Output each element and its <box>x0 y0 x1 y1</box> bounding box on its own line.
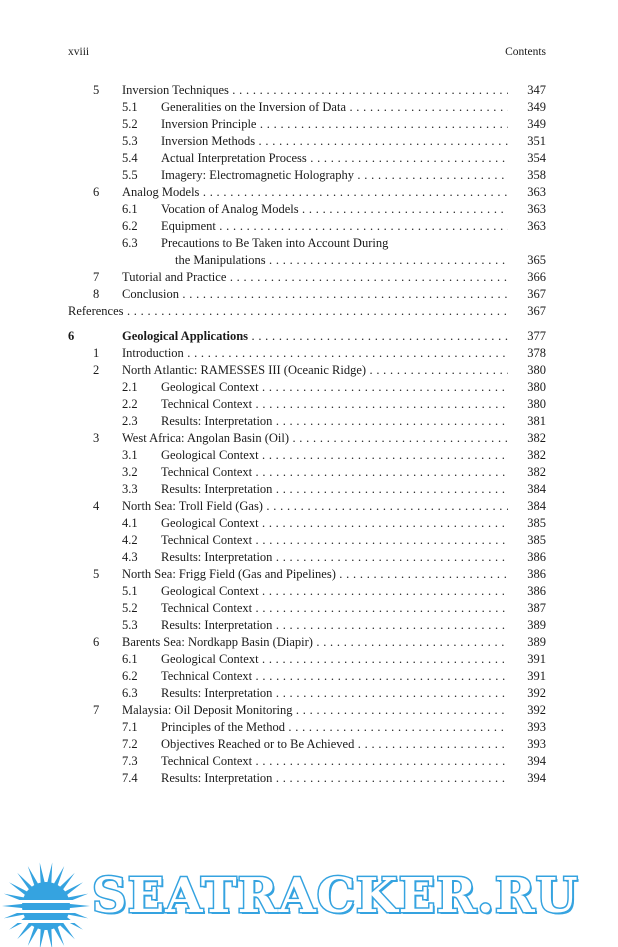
toc-entry <box>68 252 546 269</box>
toc-entry-page: 392 <box>527 703 546 717</box>
toc-entry-title <box>161 133 508 150</box>
toc-entry-title-text: Technical Context <box>161 601 253 615</box>
toc-entry-title-text: Results: Interpretation <box>161 618 273 632</box>
toc-entry <box>68 235 546 252</box>
toc-entry-number: 1 <box>93 346 100 360</box>
toc-entry-number: 5.1 <box>122 100 138 114</box>
toc-entry-page: 394 <box>527 771 546 785</box>
toc-entry <box>68 566 546 583</box>
toc-entry-title-text: Inversion Methods <box>161 134 256 148</box>
toc-entry-number: 2.2 <box>122 397 138 411</box>
toc-entry-number: 4 <box>93 499 100 513</box>
toc-entry <box>68 218 546 235</box>
toc-entry-title-text: the Manipulations <box>175 253 266 267</box>
toc-entry <box>68 634 546 651</box>
toc-entry-page: 365 <box>527 253 546 267</box>
toc-entry-page: 386 <box>527 584 546 598</box>
toc-entry-number: 7 <box>93 703 100 717</box>
toc-entry <box>68 736 546 753</box>
toc-entry <box>68 82 546 99</box>
toc-entry <box>68 702 546 719</box>
toc-entry <box>68 651 546 668</box>
running-title: Contents <box>505 46 546 58</box>
toc-entry-title <box>161 651 508 668</box>
watermark-text: SEATRACKER.RU <box>92 868 579 924</box>
toc-entry-title-text: Imagery: Electromagnetic Holography <box>161 168 354 182</box>
toc-entry-number: 6.2 <box>122 219 138 233</box>
toc-entry <box>68 498 546 515</box>
toc-entry-number: 8 <box>93 287 100 301</box>
toc-entry <box>68 583 546 600</box>
toc-entry-title <box>122 430 508 447</box>
toc-entry-title <box>161 201 508 218</box>
toc-entry <box>68 481 546 498</box>
toc-entry-title-text: Barents Sea: Nordkapp Basin (Diapir) <box>122 635 313 649</box>
toc-entry-title-text: Geological Context <box>161 380 259 394</box>
toc-entry <box>68 345 546 362</box>
toc-entry-title <box>161 150 508 167</box>
toc-entry-title <box>161 396 508 413</box>
toc-entry-page: 367 <box>527 304 546 318</box>
toc-entry-title-text: North Atlantic: RAMESSES III (Oceanic Ridge) <box>122 363 367 377</box>
toc-entry <box>68 770 546 787</box>
toc-entry-title-text: Technical Context <box>161 465 253 479</box>
toc-entry-title-text: Results: Interpretation <box>161 482 273 496</box>
toc-entry <box>68 328 546 345</box>
toc-entry-title-text: Tutorial and Practice <box>122 270 227 284</box>
toc-entry-page: 380 <box>527 380 546 394</box>
toc-entry-title <box>161 379 508 396</box>
toc-entry-page: 347 <box>527 83 546 97</box>
toc-entry-page: 384 <box>527 499 546 513</box>
toc-entry-number: 6.3 <box>122 236 138 250</box>
toc-entry-title <box>122 269 508 286</box>
toc-entry-page: 349 <box>527 100 546 114</box>
toc-entry-page: 391 <box>527 669 546 683</box>
toc-entry <box>68 617 546 634</box>
toc-entry-page: 387 <box>527 601 546 615</box>
toc-entry-title-text: Results: Interpretation <box>161 550 273 564</box>
toc-entry-number: 7.2 <box>122 737 138 751</box>
toc-entry-title <box>175 252 508 269</box>
toc-entry <box>68 600 546 617</box>
toc-entry-page: 389 <box>527 618 546 632</box>
toc-entry-number: 2.3 <box>122 414 138 428</box>
toc-entry <box>68 685 546 702</box>
toc-entry-number: 6 <box>68 329 75 343</box>
toc-entry-page: 384 <box>527 482 546 496</box>
toc-entry-title <box>161 600 508 617</box>
running-header <box>68 46 546 62</box>
toc-entry-title-text: Introduction <box>122 346 184 360</box>
toc-entry <box>68 396 546 413</box>
toc-entry <box>68 167 546 184</box>
toc-entry-title-text: Malaysia: Oil Deposit Monitoring <box>122 703 293 717</box>
toc-entry-title-text: Technical Context <box>161 397 253 411</box>
toc-entry-number: 6.3 <box>122 686 138 700</box>
toc-entry-title <box>122 184 508 201</box>
toc-entry-title <box>161 99 508 116</box>
toc-entry-number: 6 <box>93 635 100 649</box>
toc-entry-page: 366 <box>527 270 546 284</box>
toc-entry-page: 381 <box>527 414 546 428</box>
toc-entry-title-text: Principles of the Method <box>161 720 285 734</box>
toc-entry-page: 386 <box>527 550 546 564</box>
toc-entry-page: 349 <box>527 117 546 131</box>
toc-entry <box>68 150 546 167</box>
toc-entry-page: 380 <box>527 397 546 411</box>
toc-entry-number: 4.3 <box>122 550 138 564</box>
toc-entry <box>68 753 546 770</box>
toc-entry-title <box>122 566 508 583</box>
toc-entry <box>68 201 546 218</box>
toc-entry <box>68 430 546 447</box>
toc-entry-title-text: Inversion Techniques <box>122 83 229 97</box>
toc-entry-title-text: Actual Interpretation Process <box>161 151 307 165</box>
toc-entry-number: 5 <box>93 83 100 97</box>
toc-entry-title <box>122 702 508 719</box>
toc-entry-page: 393 <box>527 737 546 751</box>
toc-entry-number: 3 <box>93 431 100 445</box>
toc-entry <box>68 362 546 379</box>
toc-entry-title <box>68 303 508 320</box>
toc-entry <box>68 413 546 430</box>
toc-entry-page: 378 <box>527 346 546 360</box>
toc-entry <box>68 515 546 532</box>
toc-entry-number: 7.3 <box>122 754 138 768</box>
toc-entry-number: 7 <box>93 270 100 284</box>
toc-entry-title <box>122 498 508 515</box>
toc-entry-number: 5 <box>93 567 100 581</box>
toc-entry-title-text: Geological Context <box>161 584 259 598</box>
toc-entry-page: 382 <box>527 465 546 479</box>
toc-entry-title-text: Analog Models <box>122 185 200 199</box>
toc-entry-page: 358 <box>527 168 546 182</box>
toc-entry-title-text: Inversion Principle <box>161 117 257 131</box>
toc-entry-page: 377 <box>527 329 546 343</box>
toc-entry-number: 6 <box>93 185 100 199</box>
toc-entry-number: 3.3 <box>122 482 138 496</box>
toc-entry-title <box>161 719 508 736</box>
toc-entry-title <box>161 617 508 634</box>
toc-entry-title-text: Technical Context <box>161 754 253 768</box>
toc-entry-page: 380 <box>527 363 546 377</box>
toc-entry <box>68 303 546 320</box>
toc-entry-number: 5.3 <box>122 134 138 148</box>
toc-entry-page: 389 <box>527 635 546 649</box>
toc-entry-title <box>161 736 508 753</box>
toc-entry-page: 363 <box>527 202 546 216</box>
toc-entry <box>68 184 546 201</box>
toc-entry-number: 5.4 <box>122 151 138 165</box>
toc-entry-page: 367 <box>527 287 546 301</box>
toc-entry-page: 363 <box>527 185 546 199</box>
toc-entry-title-text: Technical Context <box>161 533 253 547</box>
toc-entry <box>68 447 546 464</box>
toc-entry-title <box>161 583 508 600</box>
toc-entry-title-text: Results: Interpretation <box>161 414 273 428</box>
toc-entry <box>68 133 546 150</box>
toc-entry-title <box>161 685 508 702</box>
toc-entry <box>68 286 546 303</box>
toc-entry-title-text: Geological Context <box>161 652 259 666</box>
toc-entry-number: 5.1 <box>122 584 138 598</box>
toc-entry <box>68 668 546 685</box>
toc-entry-page: 382 <box>527 448 546 462</box>
toc-entry-title <box>161 515 508 532</box>
toc-entry <box>68 549 546 566</box>
toc-entry-title <box>122 286 508 303</box>
toc-entry <box>68 719 546 736</box>
toc-entry-number: 3.2 <box>122 465 138 479</box>
toc-entry-title <box>161 770 508 787</box>
toc-entry-title-text: Objectives Reached or to Be Achieved <box>161 737 355 751</box>
toc-entry-title <box>161 549 508 566</box>
toc-entry-number: 5.2 <box>122 601 138 615</box>
toc-entry-page: 391 <box>527 652 546 666</box>
toc-entry-page: 363 <box>527 219 546 233</box>
table-of-contents <box>68 82 546 787</box>
toc-entry-number: 3.1 <box>122 448 138 462</box>
toc-entry-title <box>122 82 508 99</box>
toc-entry-title <box>161 167 508 184</box>
toc-entry <box>68 269 546 286</box>
toc-entry-title-text: Geological Context <box>161 516 259 530</box>
toc-entry-title <box>122 345 508 362</box>
toc-entry-title <box>161 481 508 498</box>
toc-entry-number: 6.1 <box>122 202 138 216</box>
toc-entry-number: 5.2 <box>122 117 138 131</box>
toc-entry-title-text: North Sea: Troll Field (Gas) <box>122 499 263 513</box>
toc-entry-number: 6.1 <box>122 652 138 666</box>
toc-entry-title <box>161 447 508 464</box>
toc-entry-title <box>161 218 508 235</box>
toc-entry-number: 4.1 <box>122 516 138 530</box>
toc-entry-title <box>122 328 508 345</box>
toc-entry-title <box>161 753 508 770</box>
toc-entry-title-text: Geological Applications <box>122 329 249 343</box>
toc-entry-title-text: Vocation of Analog Models <box>161 202 299 216</box>
toc-entry <box>68 464 546 481</box>
toc-entry-title-text: Results: Interpretation <box>161 771 273 785</box>
toc-entry-title <box>122 362 508 379</box>
toc-entry-title-text: Results: Interpretation <box>161 686 273 700</box>
toc-entry-title-text: Conclusion <box>122 287 179 301</box>
toc-entry-title <box>161 464 508 481</box>
toc-entry-number: 2 <box>93 363 100 377</box>
toc-entry <box>68 99 546 116</box>
toc-entry-title-text: Technical Context <box>161 669 253 683</box>
toc-entry-title <box>161 532 508 549</box>
toc-entry-number: 5.5 <box>122 168 138 182</box>
toc-entry-title <box>161 668 508 685</box>
toc-entry <box>68 532 546 549</box>
toc-entry-page: 354 <box>527 151 546 165</box>
toc-entry-title-text: North Sea: Frigg Field (Gas and Pipelines) <box>122 567 336 581</box>
toc-entry-page: 385 <box>527 533 546 547</box>
toc-entry-page: 392 <box>527 686 546 700</box>
toc-entry-title-text: References <box>68 304 124 318</box>
page-number: xviii <box>68 46 90 58</box>
toc-entry-title <box>161 116 508 133</box>
toc-entry <box>68 116 546 133</box>
toc-entry-title-text: Precautions to Be Taken into Account During <box>161 236 389 250</box>
toc-entry-page: 351 <box>527 134 546 148</box>
toc-entry-title-text: Generalities on the Inversion of Data <box>161 100 347 114</box>
toc-entry-number: 4.2 <box>122 533 138 547</box>
toc-entry-page: 385 <box>527 516 546 530</box>
toc-entry-number: 6.2 <box>122 669 138 683</box>
toc-entry-page: 393 <box>527 720 546 734</box>
toc-entry-page: 382 <box>527 431 546 445</box>
toc-entry-page: 394 <box>527 754 546 768</box>
toc-entry-title <box>161 413 508 430</box>
toc-entry-title-text: West Africa: Angolan Basin (Oil) <box>122 431 290 445</box>
toc-entry-number: 2.1 <box>122 380 138 394</box>
toc-entry-title-text: Equipment <box>161 219 216 233</box>
toc-entry-title-text: Geological Context <box>161 448 259 462</box>
toc-entry-page: 386 <box>527 567 546 581</box>
toc-entry-title <box>161 235 508 252</box>
toc-entry-number: 7.4 <box>122 771 138 785</box>
toc-entry-number: 5.3 <box>122 618 138 632</box>
toc-entry-number: 7.1 <box>122 720 138 734</box>
toc-entry <box>68 379 546 396</box>
toc-entry-title <box>122 634 508 651</box>
